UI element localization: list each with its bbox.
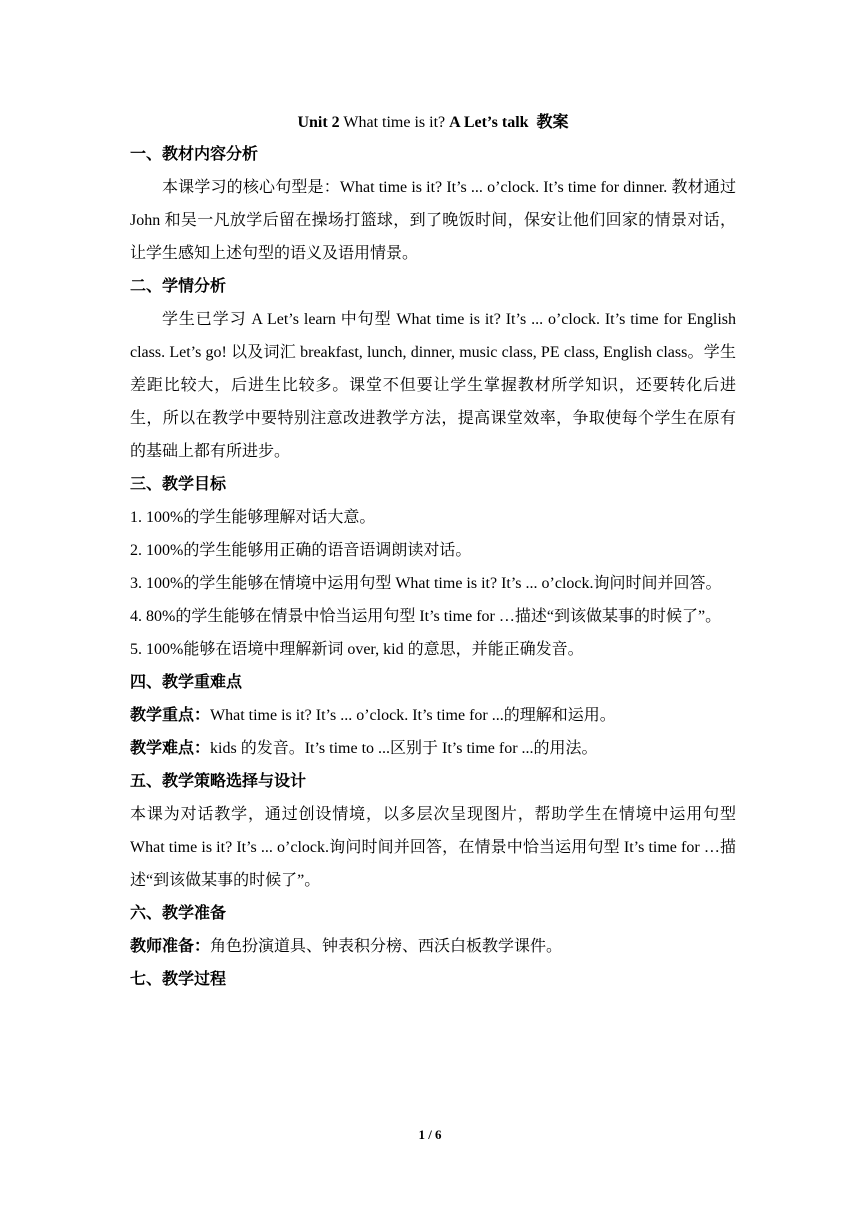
page-number: 1 / 6 (418, 1127, 442, 1142)
section-heading-4: 四、教学重难点 (130, 674, 243, 691)
section-heading-1: 一、教材内容分析 (130, 146, 259, 163)
section-5-paragraph: 本课为对话教学，通过创设情境，以多层次呈现图片，帮助学生在情境中运用句型 What time is it? It’s ... o’clock.询问时间并回答，在情景中恰当运用句型 It’s time for …描述“到该做某事的时候了”。 (130, 806, 736, 889)
section-1-paragraph: 本课学习的核心句型是：What time is it? It’s ... o’clock. It’s time for dinner. 教材通过 John 和吴一凡放学后留在操场打篮球，到了晚饭时间，保安让他们回家的情景对话，让学生感知上述句型的语义及语用情景。 (130, 179, 736, 262)
difficulty-text: kids 的发音。It’s time to ...区别于 It’s time for ...的用法。 (210, 740, 598, 757)
title-part: A Let’s talk (449, 114, 529, 131)
section-heading-6: 六、教学准备 (130, 905, 227, 922)
objective-item-4: 4. 80%的学生能够在情景中恰当运用句型 It’s time for …描述“到该做某事的时候了”。 (130, 608, 722, 625)
section-heading-2: 二、学情分析 (130, 278, 227, 295)
key-point-text: What time is it? It’s ... o’clock. It’s time for ...的理解和运用。 (210, 707, 616, 724)
objective-item-5: 5. 100%能够在语境中理解新词 over, kid 的意思，并能正确发音。 (130, 641, 584, 658)
section-2-paragraph: 学生已学习 A Let’s learn 中句型 What time is it? It’s ... o’clock. It’s time for English class. Let’s go! 以及词汇 breakfast, lunch, dinner, music class, PE class, English class。学生差距比较大，后进生比较多。课堂不但要让学生掌握教材所学知识，还要转化后进生，所以在教学中要特别注意改进教学方法，提高课堂效率，争取使每个学生在原有的基础上都有所进步。 (130, 311, 736, 460)
teacher-prep-label: 教师准备： (130, 938, 211, 955)
document-title (130, 108, 736, 138)
key-point-line (130, 699, 736, 732)
objective-item-1: 1. 100%的学生能够理解对话大意。 (130, 509, 376, 526)
document-body (130, 108, 736, 996)
difficulty-label: 教学难点： (130, 740, 211, 757)
title-unit: Unit 2 (297, 114, 340, 131)
difficulty-line (130, 732, 736, 765)
key-point-label: 教学重点： (130, 707, 211, 724)
title-suffix: 教案 (536, 114, 569, 131)
objective-item-3: 3. 100%的学生能够在情境中运用句型 What time is it? It’s ... o’clock.询问时间并回答。 (130, 575, 722, 592)
section-heading-3: 三、教学目标 (130, 476, 227, 493)
section-heading-5: 五、教学策略选择与设计 (130, 773, 307, 790)
teacher-prep-line (130, 930, 736, 963)
teacher-prep-text: 角色扮演道具、钟表积分榜、西沃白板教学课件。 (210, 938, 563, 955)
objective-item-2: 2. 100%的学生能够用正确的语音语调朗读对话。 (130, 542, 472, 559)
title-question: What time is it? (339, 114, 450, 131)
section-heading-7: 七、教学过程 (130, 971, 227, 988)
